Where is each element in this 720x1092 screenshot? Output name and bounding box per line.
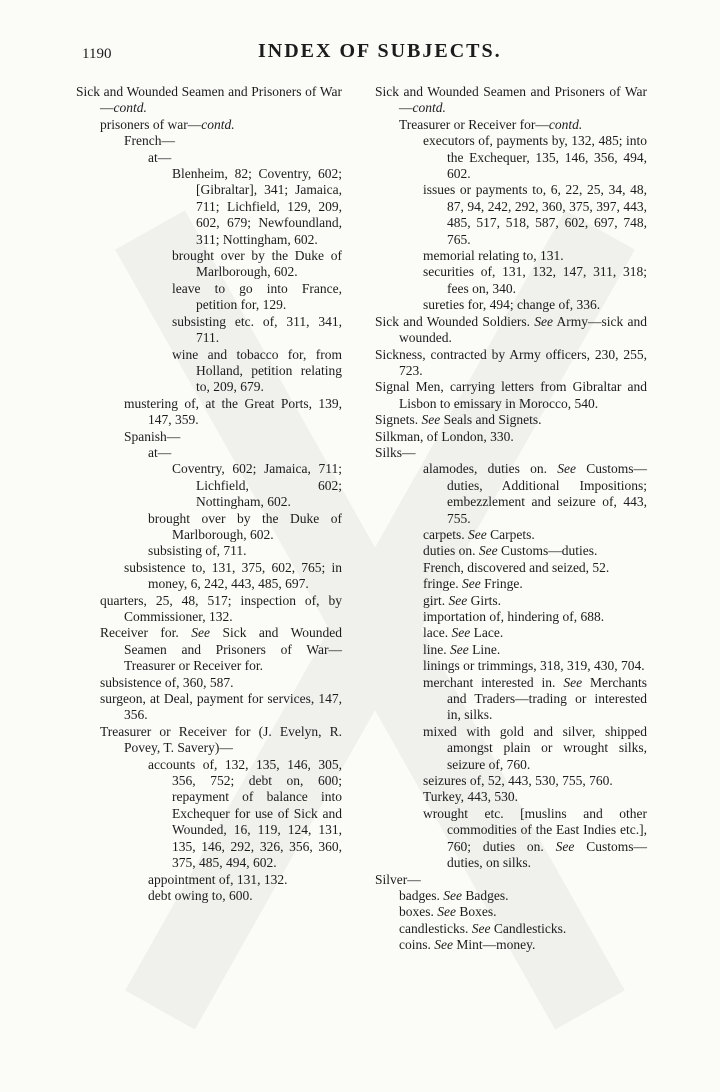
entry-italic: contd. (548, 116, 583, 132)
entry-text: leave to go into France, petition for, 129. (172, 280, 342, 313)
index-entry (76, 872, 342, 888)
entry-text-rest: Badges. (461, 887, 509, 903)
entry-text: subsisting of, 711. (148, 543, 247, 559)
entry-text-rest: Mint—money. (452, 937, 536, 953)
index-entry (375, 543, 647, 559)
entry-italic: See (421, 412, 441, 428)
entry-text: boxes. (399, 904, 438, 920)
index-entry (76, 461, 342, 510)
entry-text: surgeon, at Deal, payment for services, 147, 356. (100, 691, 342, 723)
entry-text: prisoners of war— (100, 116, 202, 132)
entry-text: merchant interested in. (423, 674, 564, 690)
index-entry (375, 560, 647, 576)
index-entry (375, 314, 647, 347)
entry-text-rest: Line. (468, 641, 501, 657)
entry-text: Silks— (375, 444, 416, 460)
entry-italic: See (448, 592, 468, 608)
entry-text: Blenheim, 82; Coventry, 602; [Gibraltar], 341; Jamaica, 711; Lichfield, 129, 209, 602, 679; Newfoundland, 311; Nottingham, 602. (172, 166, 342, 247)
entry-italic: contd. (113, 100, 147, 116)
index-entry (76, 560, 342, 593)
entry-text-rest: Customs—duties, Additional Impositions; embezzlement and seizure of, 443, 755. (447, 461, 648, 526)
entry-text: Spanish— (124, 428, 181, 444)
entry-text: carpets. (423, 526, 468, 542)
index-entry (375, 675, 647, 724)
index-column-right (375, 84, 647, 954)
entry-italic: See (467, 526, 487, 542)
entry-text: lace. (423, 625, 452, 641)
entry-text-rest: Customs—duties. (497, 543, 598, 559)
entry-text-rest: Sick and Wounded Seamen and Prisoners of War—Treasurer or Receiver for. (124, 625, 342, 674)
entry-italic: See (461, 576, 481, 592)
index-column-left (76, 84, 342, 904)
entry-text: subsistence to, 131, 375, 602, 765; in money, 6, 242, 443, 485, 697. (124, 559, 342, 592)
index-entry (76, 888, 342, 904)
index-entry (375, 609, 647, 625)
entry-text: coins. (399, 937, 435, 953)
index-entry (375, 789, 647, 805)
entry-text-rest: Merchants and Traders—trading or interested in, silks. (447, 674, 647, 723)
index-entry (375, 576, 647, 592)
index-entry (76, 625, 342, 674)
index-entry (375, 921, 647, 937)
entry-text: fringe. (423, 576, 462, 592)
entry-italic: See (557, 461, 576, 477)
index-entry (375, 872, 647, 888)
entry-text: brought over by the Duke of Marlborough, 602. (172, 248, 342, 280)
index-entry (375, 658, 647, 674)
entry-text-rest: Fringe. (480, 576, 523, 592)
entry-text: memorial relating to, 131. (423, 248, 564, 264)
entry-text: alamodes, duties on. (423, 461, 558, 477)
page-title: INDEX OF SUBJECTS. (258, 40, 502, 62)
index-entry (375, 806, 647, 872)
index-entry (375, 297, 647, 313)
entry-text: Sick and Wounded Seamen and Prisoners of War— (76, 84, 342, 116)
entry-text: brought over by the Duke of Marlborough, 602. (148, 510, 342, 542)
entry-text: Sickness, contracted by Army officers, 230, 255, 723. (375, 346, 647, 378)
index-entry (375, 625, 647, 641)
entry-text: issues or payments to, 6, 22, 25, 34, 48, 87, 94, 242, 292, 360, 375, 397, 443, 485, 517, 518, 587, 602, 697, 748, 765. (423, 182, 647, 247)
entry-italic: contd. (412, 100, 446, 116)
index-entry (375, 182, 647, 248)
index-entry (375, 248, 647, 264)
entry-text: Sick and Wounded Seamen and Prisoners of War— (375, 84, 647, 116)
entry-text-rest: Carpets. (486, 526, 535, 542)
entry-text: Signal Men, carrying letters from Gibraltar and Lisbon to emissary in Morocco, 540. (375, 379, 647, 411)
entry-text-rest: Customs—duties, on silks. (447, 838, 647, 871)
page-header (0, 36, 720, 76)
index-entry (76, 248, 342, 281)
entry-text: Treasurer or Receiver for (J. Evelyn, R. Povey, T. Savery)— (100, 723, 342, 756)
index-entry (375, 904, 647, 920)
index-entry (375, 888, 647, 904)
index-entry (375, 773, 647, 789)
entry-italic: See (563, 674, 583, 690)
index-entry (76, 347, 342, 396)
index-entry (76, 593, 342, 626)
entry-italic: See (478, 543, 498, 559)
entry-text: at— (148, 444, 172, 460)
entry-text: Silver— (375, 871, 421, 887)
index-entry (76, 133, 342, 149)
index-entry (76, 675, 342, 691)
index-entry (76, 691, 342, 724)
entry-text-rest: Candlesticks. (490, 920, 567, 936)
index-entry (375, 347, 647, 380)
entry-italic: See (443, 887, 462, 903)
index-entry (76, 511, 342, 544)
entry-text-rest: Lace. (470, 625, 504, 641)
index-entry (375, 84, 647, 117)
entry-text: mustering of, at the Great Ports, 139, 147, 359. (124, 395, 342, 428)
entry-text: Silkman, of London, 330. (375, 428, 514, 444)
entry-text: securities of, 131, 132, 147, 311, 318; fees on, 340. (423, 264, 647, 296)
entry-italic: See (191, 625, 210, 641)
index-entry (76, 543, 342, 559)
entry-italic: See (555, 838, 575, 854)
index-entry (76, 281, 342, 314)
index-entry (76, 724, 342, 757)
index-entry (375, 527, 647, 543)
index-entry (76, 150, 342, 166)
entry-text: duties on. (423, 543, 479, 559)
index-entry (375, 461, 647, 527)
index-entry (76, 445, 342, 461)
index-entry (76, 314, 342, 347)
entry-italic: See (471, 920, 491, 936)
entry-text: Treasurer or Receiver for— (399, 116, 549, 132)
entry-text: badges. (399, 887, 444, 903)
index-entry (375, 937, 647, 953)
index-entry (375, 379, 647, 412)
entry-text: candlesticks. (399, 920, 472, 936)
index-entry (76, 117, 342, 133)
index-entry (375, 445, 647, 461)
index-entry (375, 133, 647, 182)
index-entry (375, 264, 647, 297)
entry-italic: See (451, 625, 471, 641)
index-entry (76, 429, 342, 445)
entry-text: quarters, 25, 48, 517; inspection of, by Commissioner, 132. (100, 592, 342, 624)
index-entry (375, 593, 647, 609)
index-entry (76, 757, 342, 872)
entry-text: appointment of, 131, 132. (148, 871, 288, 887)
index-entry (375, 117, 647, 133)
entry-text: wine and tobacco for, from Holland, petition relating to, 209, 679. (172, 346, 342, 395)
entry-text: girt. (423, 592, 449, 608)
entry-italic: See (434, 937, 453, 953)
entry-text: Signets. (375, 412, 422, 428)
entry-italic: See (450, 641, 469, 657)
entry-text-rest: Girts. (467, 592, 501, 608)
entry-text: Coventry, 602; Jamaica, 711; Lichfield, 602; Nottingham, 602. (172, 461, 342, 510)
entry-text: accounts of, 132, 135, 146, 305, 356, 752; debt on, 600; repayment of balance into Exchequer for use of Sick and Wounded, 16, 119, 124, 131, 135, 146, 292, 326, 356, 360, 375, 485, 494, 602. (148, 756, 342, 871)
entry-italic: See (534, 313, 554, 329)
entry-text: sureties for, 494; change of, 336. (423, 297, 601, 313)
index-entry (76, 166, 342, 248)
entry-text: Turkey, 443, 530. (423, 789, 519, 805)
entry-text: Receiver for. (100, 625, 192, 641)
entry-text-rest: Boxes. (455, 904, 497, 920)
index-entry (375, 429, 647, 445)
entry-text: seizures of, 52, 443, 530, 755, 760. (423, 773, 613, 789)
index-entry (76, 84, 342, 117)
entry-text: debt owing to, 600. (148, 887, 253, 903)
entry-italic: See (437, 904, 456, 920)
entry-text: Sick and Wounded Soldiers. (375, 313, 535, 329)
entry-text: wrought etc. [muslins and other commodities of the East Indies etc.], 760; duties on. (423, 805, 647, 854)
index-entry (375, 724, 647, 773)
entry-text: subsistence of, 360, 587. (100, 674, 234, 690)
page-number: 1190 (82, 46, 112, 62)
entry-text: subsisting etc. of, 311, 341, 711. (172, 313, 342, 346)
entry-text: importation of, hindering of, 688. (423, 609, 605, 624)
index-entry (375, 412, 647, 428)
entry-italic: contd. (201, 116, 235, 132)
entry-text: line. (423, 641, 450, 657)
entry-text-rest: Seals and Signets. (440, 412, 542, 428)
entry-text: French, discovered and seized, 52. (423, 559, 610, 575)
index-entry (375, 642, 647, 658)
index-entry (76, 396, 342, 429)
entry-text-rest: Army—sick and wounded. (399, 313, 647, 346)
entry-text: mixed with gold and silver, shipped amongst plain or wrought silks, seizure of, 760. (423, 723, 647, 772)
entry-text: at— (148, 149, 172, 165)
entry-text: linings or trimmings, 318, 319, 430, 704. (423, 658, 645, 674)
entry-text: French— (124, 133, 175, 149)
entry-text: executors of, payments by, 132, 485; into the Exchequer, 135, 146, 356, 494, 602. (423, 133, 647, 182)
